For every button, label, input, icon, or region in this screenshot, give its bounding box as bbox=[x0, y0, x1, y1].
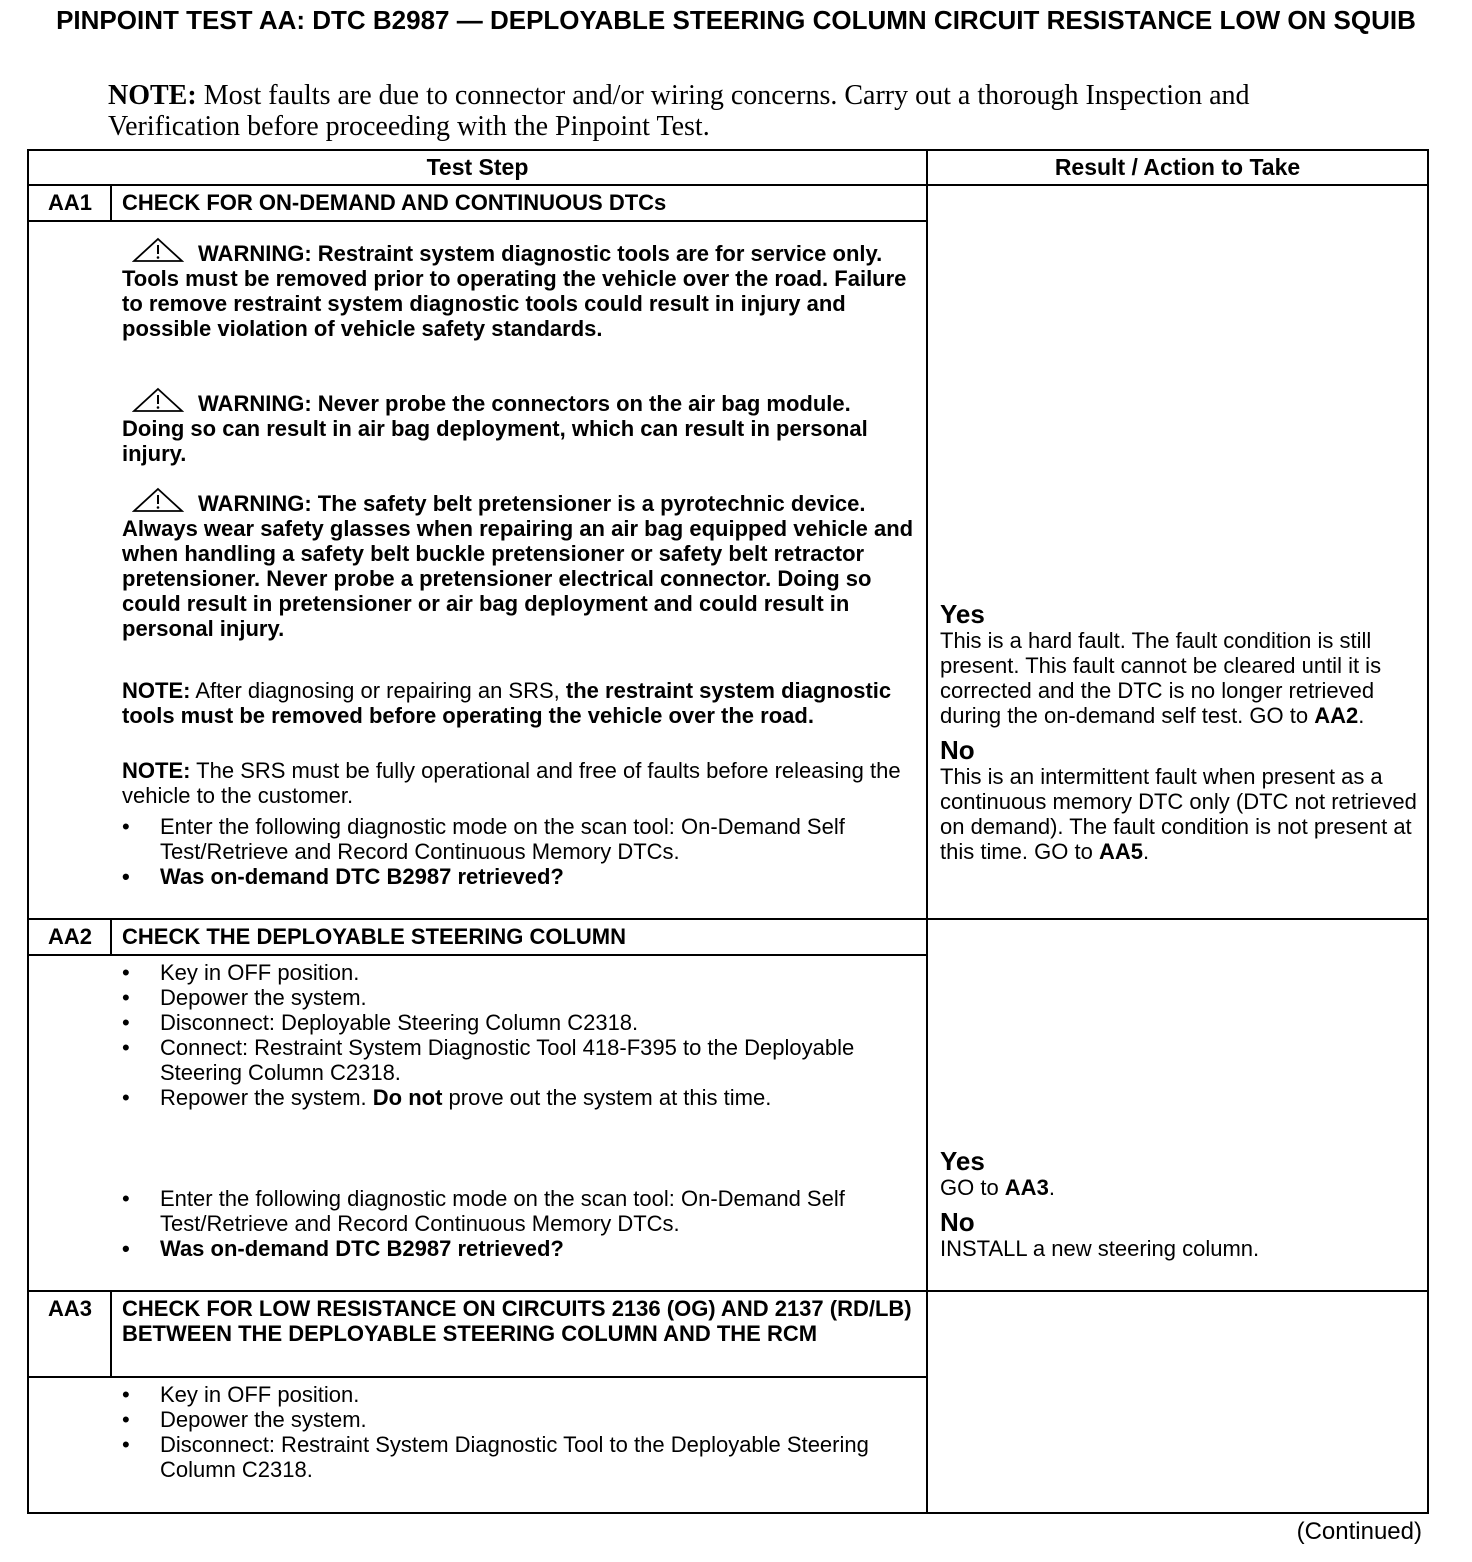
column-divider bbox=[926, 149, 928, 1514]
aa1-warning-pretensioner-text: WARNING: The safety belt pretensioner is a pyrotechnic device. Always wear safety glasses when repairing an air bag equipped vehicle and when handling a safety belt buckle pretensioner or safety belt retractor pretensioner. Never probe a pretensioner electrical connector. Doing so could result in pretensioner or air bag deployment and could result in personal injury. bbox=[122, 491, 914, 641]
aa1-note1-text: After diagnosing or repairing an SRS, bbox=[190, 678, 566, 703]
aa1-note-srs bbox=[122, 758, 917, 808]
aa3-bullet-depower: • Depower the system. bbox=[122, 1407, 917, 1432]
aa2-bullet-repower-bold: Do not bbox=[372, 1085, 443, 1110]
aa2-bullets-setup bbox=[122, 960, 917, 1110]
aa1-no-text: This is an intermittent fault when present as a continuous memory DTC only (DTC not retrieved on demand). The fault condition is not present at this time. GO to AA5. bbox=[940, 764, 1417, 864]
aa2-bullet-repower-pre: Repower the system. bbox=[160, 1085, 373, 1110]
aa2-bullet-depower: • Depower the system. bbox=[122, 985, 917, 1010]
aa2-bullet-disconnect: • Disconnect: Deployable Steering Column C2318. bbox=[122, 1010, 917, 1035]
intro-note-label: NOTE: bbox=[108, 80, 197, 111]
step-id-aa2: AA2 bbox=[47, 924, 92, 949]
step-title-aa1: CHECK FOR ON-DEMAND AND CONTINUOUS DTCs bbox=[122, 190, 667, 215]
aa1-note-remove-tools bbox=[122, 678, 917, 728]
aa2-bullets-check bbox=[122, 1186, 917, 1261]
aa1-warning-probe bbox=[122, 387, 917, 466]
step-title-aa3: CHECK FOR LOW RESISTANCE ON CIRCUITS 2136 (OG) AND 2137 (RD/LB) BETWEEN THE DEPLOYABLE STEERING COLUMN AND THE RCM bbox=[122, 1296, 912, 1346]
aa2-bullet-key-off: • Key in OFF position. bbox=[122, 960, 917, 985]
aa2-bullet-scan-tool: • Enter the following diagnostic mode on the scan tool: On-Demand Self Test/Retrieve and Record Continuous Memory DTCs. bbox=[122, 1186, 917, 1236]
aa2-no-label: No bbox=[940, 1207, 975, 1237]
aa2-bullet-repower bbox=[122, 1085, 917, 1110]
warning-triangle-icon bbox=[132, 237, 184, 263]
aa3-top-rule bbox=[27, 1290, 1429, 1292]
aa3-title-rule bbox=[27, 1376, 927, 1378]
aa3-bullet-key-off: • Key in OFF position. bbox=[122, 1382, 917, 1407]
aa3-bullets bbox=[122, 1382, 917, 1482]
aa1-warning-probe-text: WARNING: Never probe the connectors on the air bag module. Doing so can result in air bag deployment, which can result in personal injury. bbox=[122, 391, 868, 466]
aa2-top-rule bbox=[27, 918, 1429, 920]
aa1-note1-bold: the restraint system diagnostic tools must be removed before operating the vehicle over the road. bbox=[122, 678, 892, 728]
aa2-yes-label: Yes bbox=[940, 1146, 985, 1176]
aa2-id-divider bbox=[110, 918, 112, 956]
aa1-note2-text: The SRS must be fully operational and free of faults before releasing the vehicle to the customer. bbox=[122, 758, 901, 808]
intro-note bbox=[108, 80, 1258, 142]
aa2-yes-goto: AA3 bbox=[1004, 1175, 1049, 1200]
aa1-yes-text: This is a hard fault. The fault condition is still present. This fault cannot be cleared until it is corrected and the DTC is no longer retrieved during the on-demand self test. GO to AA2. bbox=[940, 628, 1382, 728]
aa1-note2-label: NOTE: bbox=[122, 758, 191, 783]
warning-triangle-icon bbox=[132, 387, 184, 413]
aa2-bullet-question: • Was on-demand DTC B2987 retrieved? bbox=[122, 1236, 917, 1261]
aa1-no-goto: AA5 bbox=[1098, 839, 1143, 864]
warning-triangle-icon bbox=[132, 487, 184, 513]
aa2-title-rule bbox=[27, 954, 927, 956]
aa1-bullet-scan-tool: • Enter the following diagnostic mode on the scan tool: On-Demand Self Test/Retrieve and Record Continuous Memory DTCs. bbox=[122, 814, 917, 864]
step-id-aa1: AA1 bbox=[47, 190, 92, 215]
step-id-aa3: AA3 bbox=[47, 1296, 92, 1321]
header-result: Result / Action to Take bbox=[1054, 154, 1301, 180]
aa2-yes-text: GO to AA3. bbox=[940, 1175, 1055, 1200]
aa2-result bbox=[940, 1147, 1430, 1261]
aa2-no-text: INSTALL a new steering column. bbox=[940, 1236, 1260, 1261]
aa1-yes-label: Yes bbox=[940, 599, 985, 629]
aa1-warning-tools bbox=[122, 237, 917, 341]
page-title: PINPOINT TEST AA: DTC B2987 — DEPLOYABLE STEERING COLUMN CIRCUIT RESISTANCE LOW ON SQUIB bbox=[56, 5, 1416, 35]
aa2-bullet-connect-tool: • Connect: Restraint System Diagnostic Tool 418-F395 to the Deployable Steering Column C2318. bbox=[122, 1035, 917, 1085]
header-test-step: Test Step bbox=[426, 154, 529, 180]
aa3-bullet-disconnect: • Disconnect: Restraint System Diagnostic Tool to the Deployable Steering Column C2318. bbox=[122, 1432, 917, 1482]
aa1-yes-goto: AA2 bbox=[1314, 703, 1359, 728]
aa1-note1-label: NOTE: bbox=[122, 678, 191, 703]
aa1-no-label: No bbox=[940, 735, 975, 765]
intro-note-text: Most faults are due to connector and/or wiring concerns. Carry out a thorough Inspection and Verification before proceeding with the Pinpoint Test. bbox=[108, 80, 1250, 142]
aa1-bullet-question: • Was on-demand DTC B2987 retrieved? bbox=[122, 864, 917, 889]
aa1-result bbox=[940, 600, 1430, 864]
aa1-warning-tools-text: WARNING: Restraint system diagnostic tools are for service only. Tools must be removed prior to operating the vehicle over the road. Failure to remove restraint system diagnostic tools could result in injury and possible violation of vehicle safety standards. bbox=[122, 241, 907, 341]
aa3-id-divider bbox=[110, 1290, 112, 1378]
aa1-warning-pretensioner bbox=[122, 487, 917, 641]
aa1-bullets bbox=[122, 814, 917, 889]
aa1-title-rule bbox=[27, 220, 927, 222]
step-title-aa2: CHECK THE DEPLOYABLE STEERING COLUMN bbox=[122, 924, 627, 949]
aa2-yes-body: GO to bbox=[940, 1175, 1005, 1200]
aa2-bullet-repower-post: prove out the system at this time. bbox=[442, 1085, 772, 1110]
header-rule bbox=[27, 184, 1429, 186]
continued-label: (Continued) bbox=[1296, 1518, 1422, 1545]
aa1-no-body: This is an intermittent fault when present as a continuous memory DTC only (DTC not retrieved on demand). The fault condition is not present at this time. GO to bbox=[940, 764, 1417, 864]
aa1-yes-body: This is a hard fault. The fault condition is still present. This fault cannot be cleared until it is corrected and the DTC is no longer retrieved during the on-demand self test. GO to bbox=[940, 628, 1382, 728]
aa1-id-divider bbox=[110, 184, 112, 222]
